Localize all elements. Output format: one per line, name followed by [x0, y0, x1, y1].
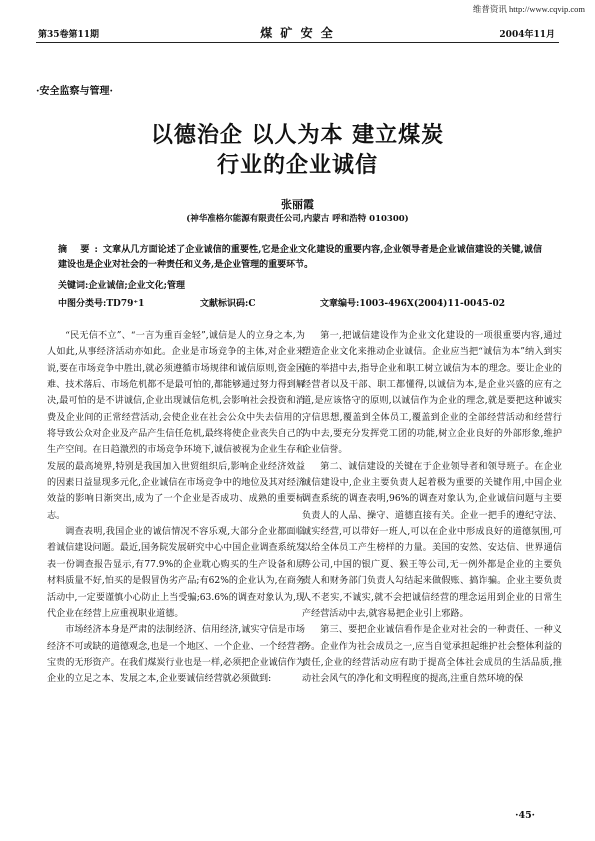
watermark: 维普资讯 http://www.cqvip.com: [472, 4, 585, 14]
article-number: 文章编号:1003-496X(2004)11-0045-02: [320, 299, 506, 309]
body-paragraph: 第一,把诚信建设作为企业文化建设的一项很重要内容,通过塑造企业文化来推动企业诚信。企业应当把“诚信为本”纳入到实施的举措中去,指导企业和职工树立诚信为本的理念。要让企业的经营者以及干部、职工都懂得,以诚信为本,是企业兴盛的应有之道,是应该恪守的原则,以诚信作为企业的理念,就是要把这种诚实守信思想,覆盖到全体员工,覆盖到企业的全部经营活动和经营行为中去,要充分发挥党工团的功能,树立企业良好的外部形象,维护企业信誉。: [302, 331, 562, 456]
section-tag: ·安全监察与管理·: [36, 86, 113, 97]
header-rule: [36, 42, 559, 43]
article-title-line-1: 以德治企 以人为本 建立煤炭: [150, 122, 445, 148]
journal-name: 煤 矿 安 全: [260, 26, 335, 40]
body-column-right: [302, 328, 562, 688]
abstract: [58, 243, 542, 273]
author-affiliation: (神华准格尔能源有限责任公司,内蒙古 呼和浩特 010300): [186, 214, 409, 224]
clc-number: 中图分类号:TD79⁺1: [58, 299, 145, 309]
keywords: 关键词:企业诚信;企业文化;管理: [58, 281, 185, 291]
journal-volume-issue: 第35卷第11期: [38, 30, 100, 40]
body-paragraph: 第二、诚信建设的关键在于企业领导者和领导班子。在企业诚信建设中,企业主要负责人起着极为重要的关键作用,中国企业调查系统的调查表明,96%的调查对象认为,企业诚信问题与主要负责人的人品、操守、道德直接有关。企业一把手的遵纪守法、诚实经营,可以带好一班人,可以在企业中形成良好的道德氛围,可以给全体员工产生榜样的力量。美国的安然、安达信、世界通信等公司,中国的银广夏、猴王等公司,无一例外都是企业的主要负责人和财务部门负责人勾结起来做假账、搞诈骗。企业主要负责人不老实,不诚实,就不会把诚信经营的理念运用到企业的日常生产经营活动中去,就容易把企业引上邪路。: [302, 461, 562, 619]
body-paragraph: 市场经济本身是严肃的法制经济、信用经济,诚实守信是市场经济不可或缺的道德观念,也是一个地区、一个企业、一个经营者宝贵的无形资产。在我们煤炭行业也是一样,必须把企业诚信作为企业的立足之本、发展之本,企业要诚信经营就必须做到:: [47, 625, 305, 685]
body-column-left: [47, 328, 305, 688]
abstract-label: 摘 要:: [58, 245, 103, 255]
body-paragraph: 第三、要把企业诚信看作是企业对社会的一种责任、一种义务。企业作为社会成员之一,应当自觉承担起维护社会整体利益的责任,企业的经营活动应有助于提高全体社会成员的生活品质,推动社会风气的净化和文明程度的提高,注重自然环境的保: [302, 625, 562, 685]
abstract-text: 文章从几方面论述了企业诚信的重要性,它是企业文化建设的重要内容,企业领导者是企业诚信建设的关键,诚信建设也是企业对社会的一种责任和义务,是企业管理的重要环节。: [58, 245, 542, 270]
journal-date: 2004年11月: [499, 30, 555, 40]
author-name: 张丽霞: [281, 198, 314, 211]
document-code: 文献标识码:C: [200, 299, 256, 309]
body-paragraph: “民无信不立”、“一言为重百金轻”,诚信是人的立身之本,为人如此,从事经济活动亦如此。企业是市场竞争的主体,对企业来说,要在市场竞争中胜出,就必须遵循市场规律和诚信原则,资金困难、技术落后、市场危机都不是最可怕的,都能够通过努力得到解决,最可怕的是不讲诚信,企业出现诚信危机,会影响社会投资和消费及企业间的正常经营活动,会使企业在社会公众中失去信用的,将导致公众对企业及产品产生信任危机,最终将使企业丧失自己的生产空间。在日趋激烈的市场竞争环境下,诚信被视为企业生存和发展的最高境界,特别是我国加入世贸组织后,影响企业经济效益的因素日益显现多元化,企业诚信在市场竞争中的地位及其对经济效益的影响日渐突出,成为了一个企业是否成功、成熟的重要标志。: [47, 331, 305, 521]
page-number: ·45·: [515, 810, 535, 821]
article-title-line-2: 行业的企业诚信: [216, 152, 378, 178]
body-paragraph: 调查表明,我国企业的诚信情况不容乐观,大部分企业都面临着诚信建设问题。最近,国务院发展研究中心中国企业调查系统发表一份调查报告显示,有77.9%的企业耽心购买的生产设备和原材料质量不好,怕买的是假冒伪劣产品;有62%的企业认为,在商务活动中,一定要谨慎小心防止上当受骗;63.6%的调查对象认为,现代企业在经营上应重视职业道德。: [47, 527, 305, 619]
